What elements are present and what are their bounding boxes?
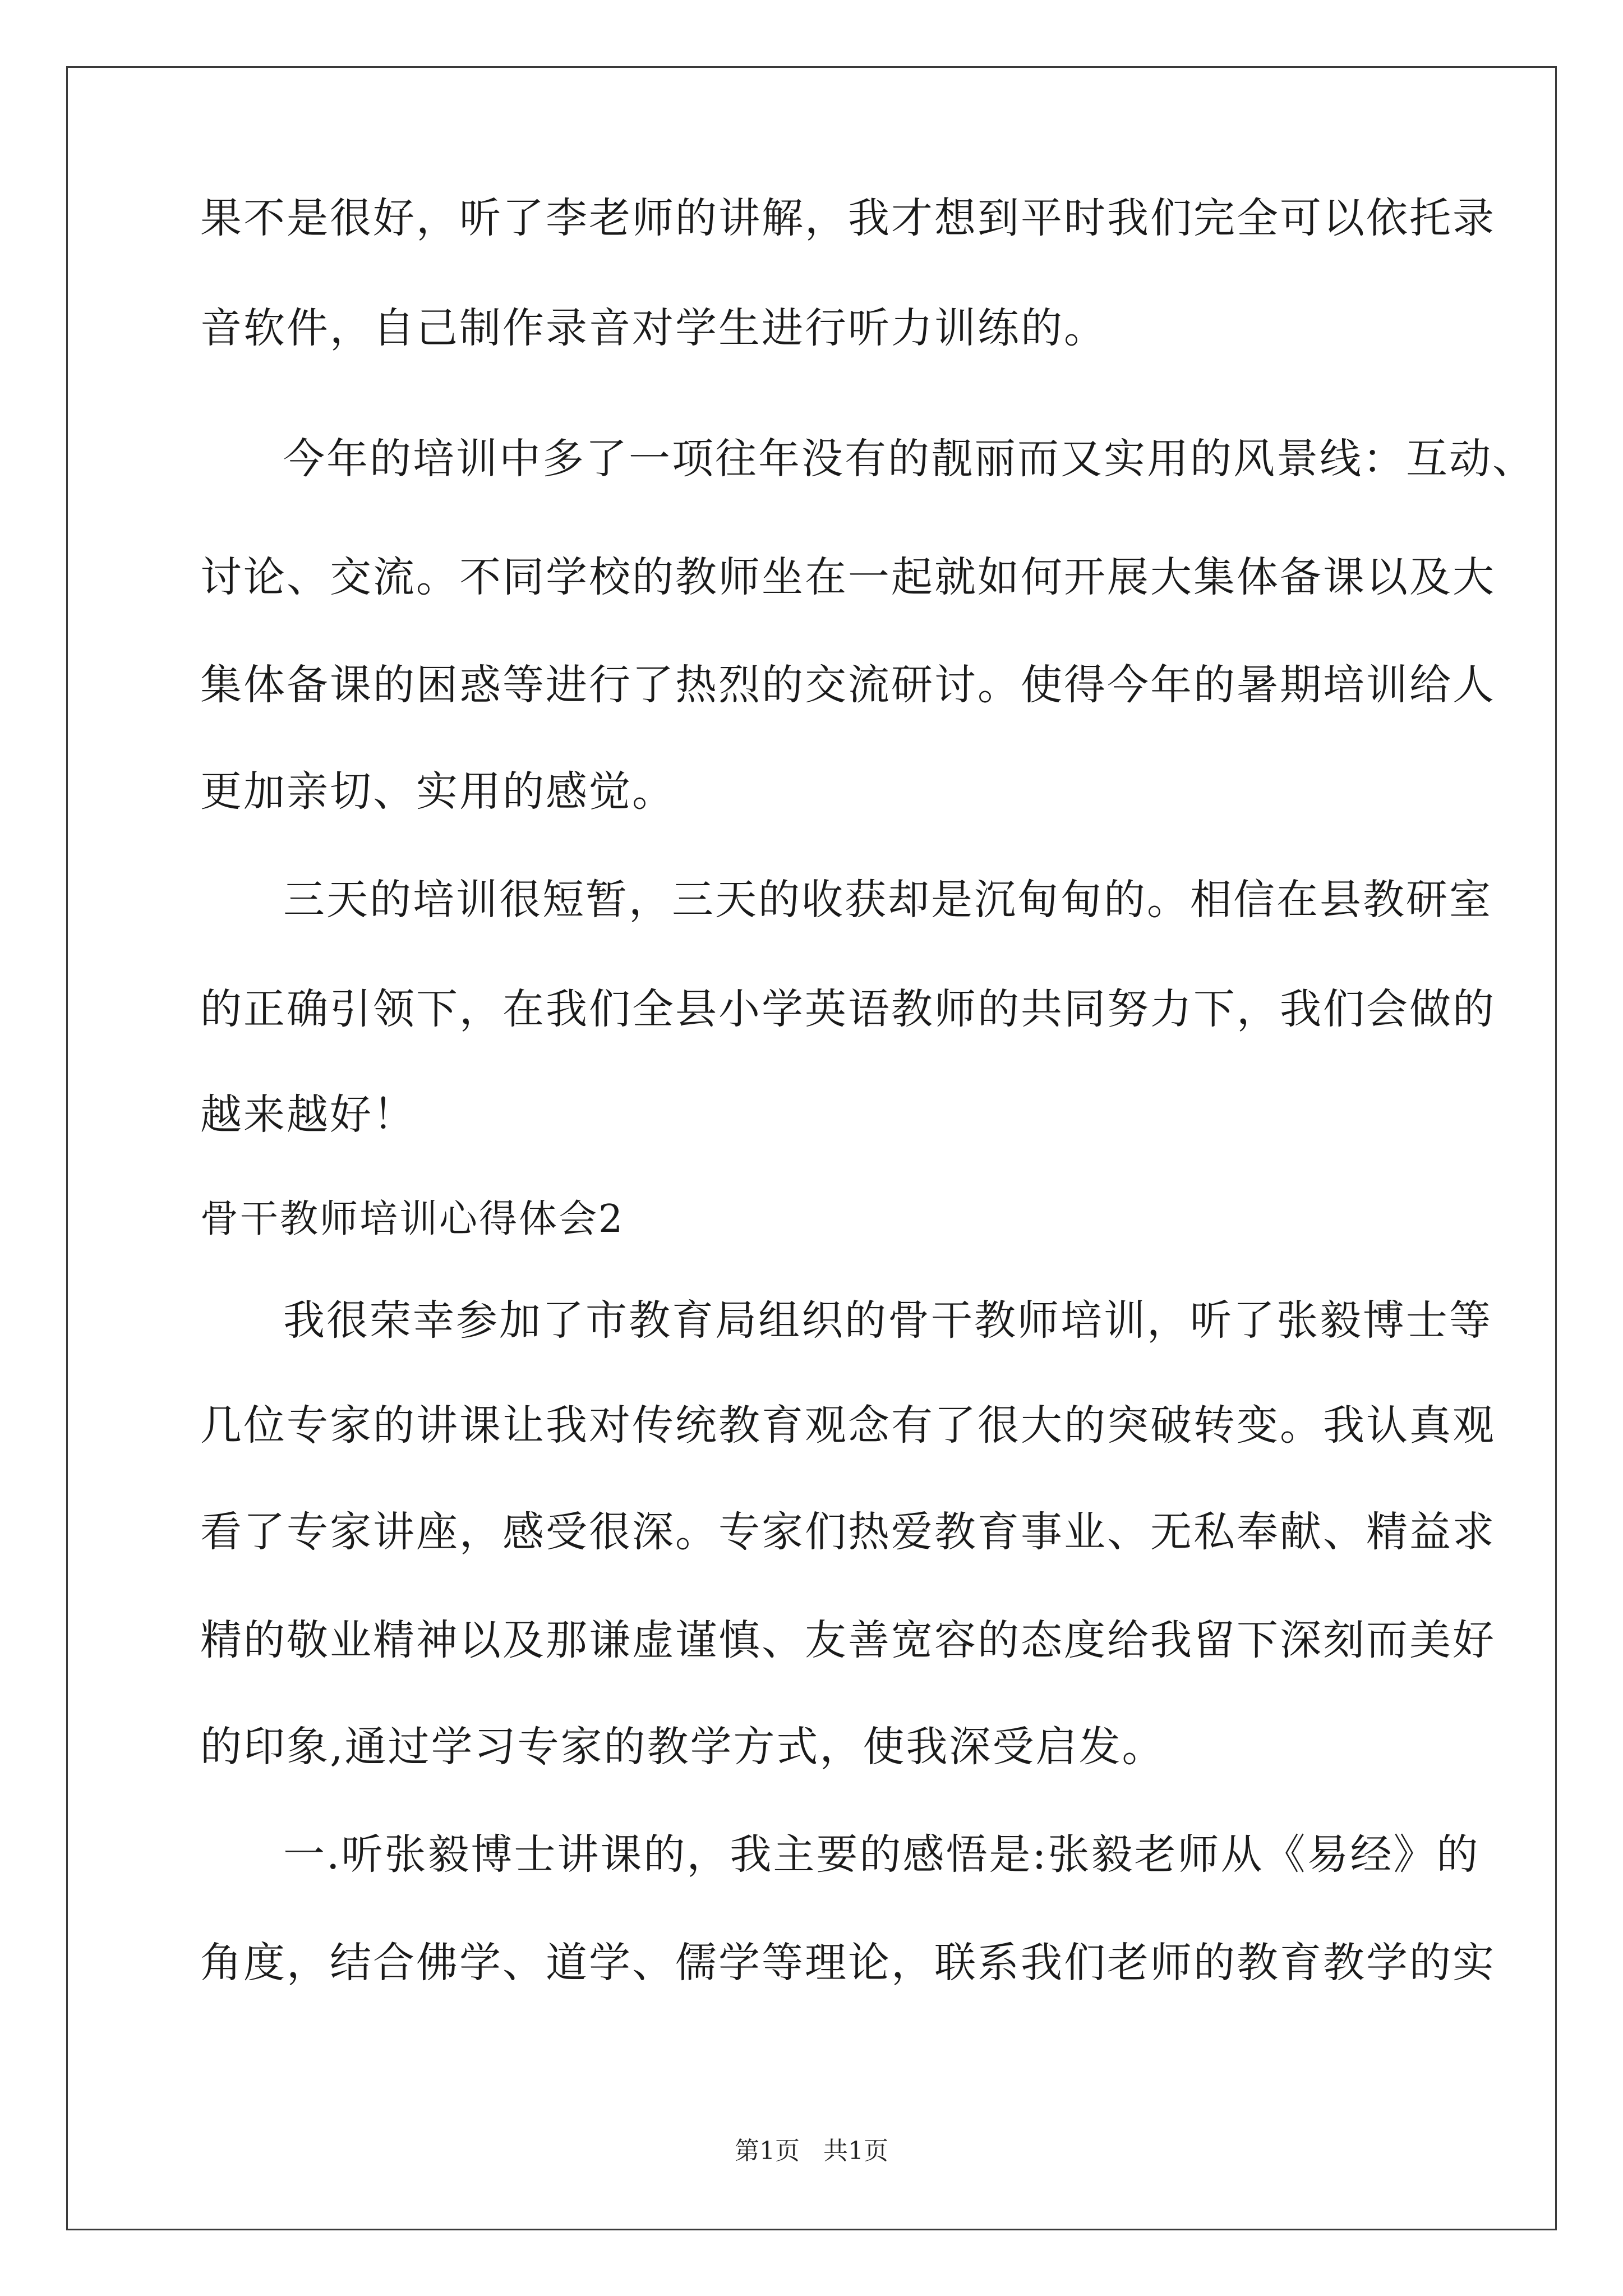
paragraph-first-line: 三天的培训很短暂，三天的收获却是沉甸甸的。相信在县教研室 bbox=[283, 876, 1492, 924]
text-line: 看了专家讲座，感受很深。专家们热爱教育事业、无私奉献、精益求 bbox=[200, 1508, 1496, 1556]
paragraph-first-line: 我很荣幸参加了市教育局组织的骨干教师培训，听了张毅博士等 bbox=[283, 1296, 1492, 1345]
page-border bbox=[66, 66, 1557, 2230]
text-line: 几位专家的讲课让我对传统教育观念有了很大的突破转变。我认真观 bbox=[200, 1401, 1496, 1450]
text-line: 的印象,通过学习专家的教学方式，使我深受启发。 bbox=[200, 1723, 1165, 1771]
text-line: 集体备课的困惑等进行了热烈的交流研讨。使得今年的暑期培训给人 bbox=[200, 661, 1496, 709]
text-line: 精的敬业精神以及那谦虚谨慎、友善宽容的态度给我留下深刻而美好 bbox=[200, 1616, 1496, 1664]
text-line: 音软件，自己制作录音对学生进行听力训练的。 bbox=[200, 304, 1107, 352]
text-line: 角度，结合佛学、道学、儒学等理论，联系我们老师的教育教学的实 bbox=[200, 1939, 1496, 1987]
text-line: 的正确引领下，在我们全县小学英语教师的共同努力下，我们会做的 bbox=[200, 985, 1496, 1033]
text-line: 果不是很好，听了李老师的讲解，我才想到平时我们完全可以依托录 bbox=[200, 194, 1496, 242]
text-line: 越来越好！ bbox=[200, 1091, 416, 1139]
text-line: 讨论、交流。不同学校的教师坐在一起就如何开展大集体备课以及大 bbox=[200, 553, 1496, 601]
page-footer: 第1页 共1页 bbox=[735, 2137, 888, 2165]
text-line: 更加亲切、实用的感觉。 bbox=[200, 767, 675, 816]
paragraph-first-line: 一.听张毅博士讲课的，我主要的感悟是:张毅老师从《易经》的 bbox=[283, 1830, 1480, 1879]
section-heading: 骨干教师培训心得体会2 bbox=[200, 1197, 625, 1241]
paragraph-first-line: 今年的培训中多了一项往年没有的靓丽而又实用的风景线：互动、 bbox=[283, 435, 1536, 483]
